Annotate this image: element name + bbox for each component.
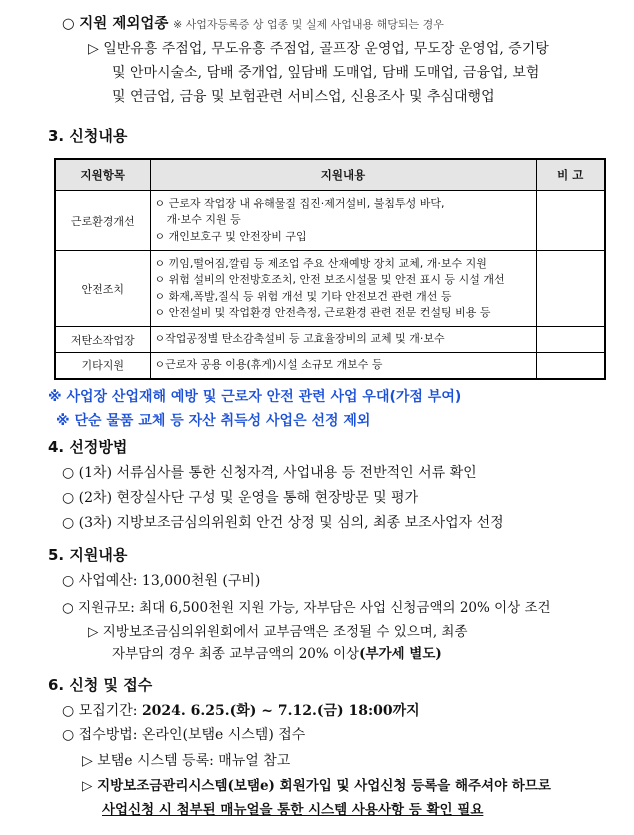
bullet-icon: ○	[62, 727, 75, 743]
section3-title: 3. 신청내용	[48, 127, 128, 145]
row-content: ㅇ 근로자 작업장 내 유해물질 집진·제거설비, 불침투성 바닥, 개·보수 지원 등 ㅇ 개인보호구 및 안전장비 구입	[150, 191, 536, 251]
excluded-line-2: 및 안마시술소, 담배 중개업, 잎담배 도매업, 담배 도매업, 금융업, 보험	[112, 65, 540, 81]
row-category: 안전조치	[55, 251, 150, 327]
period-line: ○ 모집기간: 2024. 6.25.(화) ~ 7.12.(금) 18:00까지	[62, 703, 420, 719]
row-remark	[536, 251, 605, 327]
row-remark	[536, 327, 605, 353]
section4-title: 4. 선정방법	[48, 438, 128, 456]
registration-line: ▷ 보탬e 시스템 등록: 매뉴얼 참고	[82, 753, 291, 769]
scale-sub-line-2: 자부담의 경우 최종 교부금액의 20% 이상(부가세 별도)	[112, 646, 442, 662]
excluded-note: ※ 사업자등록증 상 업종 및 실제 사업내용 해당되는 경우	[172, 18, 444, 31]
section5-title: 5. 지원내용	[48, 546, 128, 564]
row-category: 근로환경개선	[55, 191, 150, 251]
method-line: ○ 접수방법: 온라인(보탬e 시스템) 접수	[62, 727, 306, 743]
warning-line-1: ▷ 지방보조금관리시스템(보탬e) 회원가입 및 사업신청 등록을 해주셔야 하므로	[82, 778, 551, 794]
warning-line-2: 사업신청 시 첨부된 매뉴얼을 통한 시스템 사용사항 등 확인 필요	[102, 802, 484, 818]
row-content: ㅇ작업공정별 탄소감축설비 등 고효율장비의 교체 및 개·보수	[150, 327, 536, 353]
arrow-icon: ▷	[82, 778, 93, 794]
excluded-title-line	[62, 12, 444, 33]
excluded-line-3: 및 연금업, 금융 및 보험관련 서비스업, 신용조사 및 추심대행업	[112, 89, 495, 105]
row-content: ㅇ근로자 공용 이용(휴게)시설 소규모 개보수 등	[150, 353, 536, 379]
bullet-icon: ○	[62, 465, 75, 481]
table-row	[55, 251, 605, 327]
section6-title: 6. 신청 및 접수	[48, 676, 153, 694]
note-exclusion: ※ 단순 물품 교체 등 자산 취득성 사업은 선정 제외	[56, 413, 371, 429]
selection-step-1: ○ (1차) 서류심사를 통한 신청자격, 사업내용 등 전반적인 서류 확인	[62, 465, 477, 481]
row-remark	[536, 191, 605, 251]
arrow-icon: ▷	[82, 753, 93, 769]
bullet-icon: ○	[62, 573, 75, 589]
bullet-icon: ○	[62, 703, 75, 719]
selection-step-3: ○ (3차) 지방보조금심의위원회 안건 상정 및 심의, 최종 보조사업자 선정	[62, 515, 504, 531]
arrow-icon: ▷	[88, 624, 99, 640]
row-category: 기타지원	[55, 353, 150, 379]
selection-step-2: ○ (2차) 현장실사단 구성 및 운영을 통해 현장방문 및 평가	[62, 490, 419, 506]
table-row	[55, 353, 605, 379]
bullet-icon: ○	[62, 600, 74, 616]
table-row	[55, 327, 605, 353]
arrow-icon: ▷	[88, 41, 99, 57]
note-preference: ※ 사업장 산업재해 예방 및 근로자 안전 관련 사업 우대(가점 부여)	[48, 389, 462, 405]
support-table	[54, 158, 606, 380]
excluded-line-1: ▷ 일반유흥 주점업, 무도유흥 주점업, 골프장 운영업, 무도장 운영업, 증기탕	[88, 41, 549, 57]
table-header-row	[55, 159, 605, 191]
row-remark	[536, 353, 605, 379]
header-remark: 비 고	[536, 159, 605, 191]
header-category: 지원항목	[55, 159, 150, 191]
scale-line: ○ 지원규모: 최대 6,500천원 지원 가능, 자부담은 사업 신청금액의 20% 이상 조건	[62, 600, 551, 616]
header-content: 지원내용	[150, 159, 536, 191]
table-row	[55, 191, 605, 251]
bullet-icon: ○	[62, 16, 75, 32]
row-category: 저탄소작업장	[55, 327, 150, 353]
bullet-icon: ○	[62, 490, 75, 506]
scale-sub-line-1: ▷ 지방보조금심의위원회에서 교부금액은 조정될 수 있으며, 최종	[88, 624, 468, 640]
row-content: ㅇ 끼임,떨어짐,깔림 등 제조업 주요 산재예방 장치 교체, 개·보수 지원 ㅇ 위험 설비의 안전방호조치, 안전 보조시설물 및 안전 표시 등 시설 개선 ㅇ 화재,폭발,질식 등 위험 개선 및 기타 안전보건 관련 개선 등 ㅇ 안전설비 및 작업환경 안전측정, 근로환경 관련 전문 컨설팅 비용 등	[150, 251, 536, 327]
excluded-title: 지원 제외업종	[79, 15, 169, 32]
budget-line: ○ 사업예산: 13,000천원 (구비)	[62, 573, 261, 589]
bullet-icon: ○	[62, 515, 75, 531]
